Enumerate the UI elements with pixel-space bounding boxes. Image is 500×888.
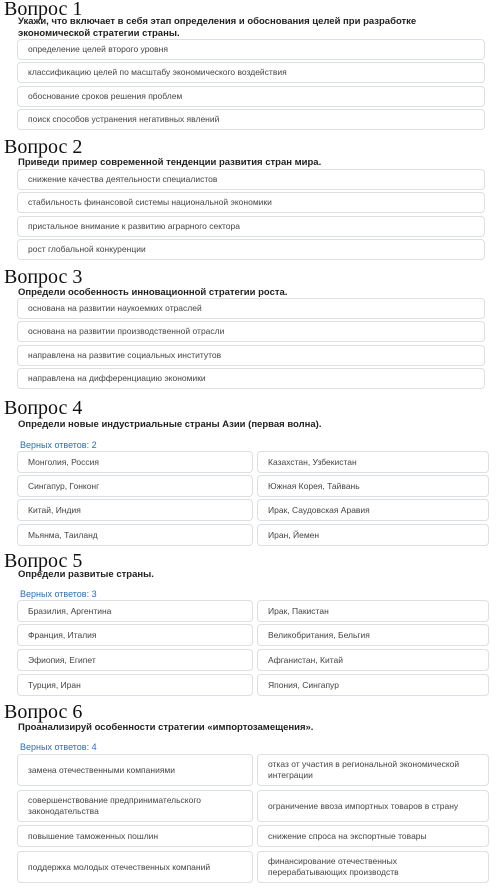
q3-option-3[interactable]: направлена на развитие социальных институтов (17, 345, 485, 366)
q6-option-5[interactable]: повышение таможенных пошлин (17, 825, 253, 847)
q4-option-2[interactable]: Казахстан, Узбекистан (257, 451, 489, 473)
q5-option-7[interactable]: Турция, Иран (17, 674, 253, 696)
q1-option-4[interactable]: поиск способов устранения негативных явлений (17, 109, 485, 130)
q5-correct-count-hint: Верных ответов: 3 (20, 589, 97, 599)
q5-option-8[interactable]: Япония, Сингапур (257, 674, 489, 696)
q6-option-8[interactable]: финансирование отечественных перерабатывающих производств (257, 851, 489, 883)
q3-option-2[interactable]: основана на развитии производственной отрасли (17, 321, 485, 342)
question-4-heading: Вопрос 4 (4, 397, 83, 419)
q4-option-8[interactable]: Иран, Йемен (257, 524, 489, 546)
question-5-prompt: Определи развитые страны. (18, 569, 154, 580)
q5-option-3[interactable]: Франция, Италия (17, 624, 253, 646)
q6-correct-count-hint: Верных ответов: 4 (20, 742, 97, 752)
q6-option-3[interactable]: совершенствование предпринимательского законодательства (17, 790, 253, 822)
q5-option-4[interactable]: Великобритания, Бельгия (257, 624, 489, 646)
question-3-prompt: Определи особенность инновационной стратегии роста. (18, 287, 288, 298)
q4-option-3[interactable]: Сингапур, Гонконг (17, 475, 253, 497)
q5-option-2[interactable]: Ирак, Пакистан (257, 600, 489, 622)
q6-option-2[interactable]: отказ от участия в региональной экономической интеграции (257, 754, 489, 786)
q1-option-2[interactable]: классификацию целей по масштабу экономического воздействия (17, 62, 485, 83)
q1-option-1[interactable]: определение целей второго уровня (17, 39, 485, 60)
q5-option-1[interactable]: Бразилия, Аргентина (17, 600, 253, 622)
q6-option-4[interactable]: ограничение ввоза импортных товаров в страну (257, 790, 489, 822)
question-3-heading: Вопрос 3 (4, 266, 83, 288)
q6-option-1[interactable]: замена отечественными компаниями (17, 754, 253, 786)
q6-option-7[interactable]: поддержка молодых отечественных компаний (17, 851, 253, 883)
question-1-prompt: Укажи, что включает в себя этап определения и обоснования целей при разработке экономической стратегии страны. (18, 16, 417, 39)
question-6-prompt: Проанализируй особенности стратегии «импортозамещения». (18, 722, 314, 733)
q4-option-6[interactable]: Ирак, Саудовская Аравия (257, 499, 489, 521)
question-5-heading: Вопрос 5 (4, 550, 83, 572)
q2-option-1[interactable]: снижение качества деятельности специалистов (17, 169, 485, 190)
question-2-heading: Вопрос 2 (4, 136, 83, 158)
q4-option-1[interactable]: Монголия, Россия (17, 451, 253, 473)
q3-option-1[interactable]: основана на развитии наукоемких отраслей (17, 298, 485, 319)
q1-option-3[interactable]: обоснование сроков решения проблем (17, 86, 485, 107)
q2-option-4[interactable]: рост глобальной конкуренции (17, 239, 485, 260)
q2-option-2[interactable]: стабильность финансовой системы национальной экономики (17, 192, 485, 213)
question-1-heading: Вопрос 1 (4, 0, 83, 20)
question-6-heading: Вопрос 6 (4, 701, 83, 723)
q4-option-5[interactable]: Китай, Индия (17, 499, 253, 521)
question-2-prompt: Приведи пример современной тенденции развития стран мира. (18, 157, 322, 168)
q4-correct-count-hint: Верных ответов: 2 (20, 440, 97, 450)
question-4-prompt: Определи новые индустриальные страны Азии (первая волна). (18, 419, 322, 430)
q4-option-7[interactable]: Мьянма, Таиланд (17, 524, 253, 546)
q5-option-6[interactable]: Афганистан, Китай (257, 649, 489, 671)
q6-option-6[interactable]: снижение спроса на экспортные товары (257, 825, 489, 847)
q4-option-4[interactable]: Южная Корея, Тайвань (257, 475, 489, 497)
q3-option-4[interactable]: направлена на дифференциацию экономики (17, 368, 485, 389)
q5-option-5[interactable]: Эфиопия, Египет (17, 649, 253, 671)
q2-option-3[interactable]: пристальное внимание к развитию аграрного сектора (17, 216, 485, 237)
